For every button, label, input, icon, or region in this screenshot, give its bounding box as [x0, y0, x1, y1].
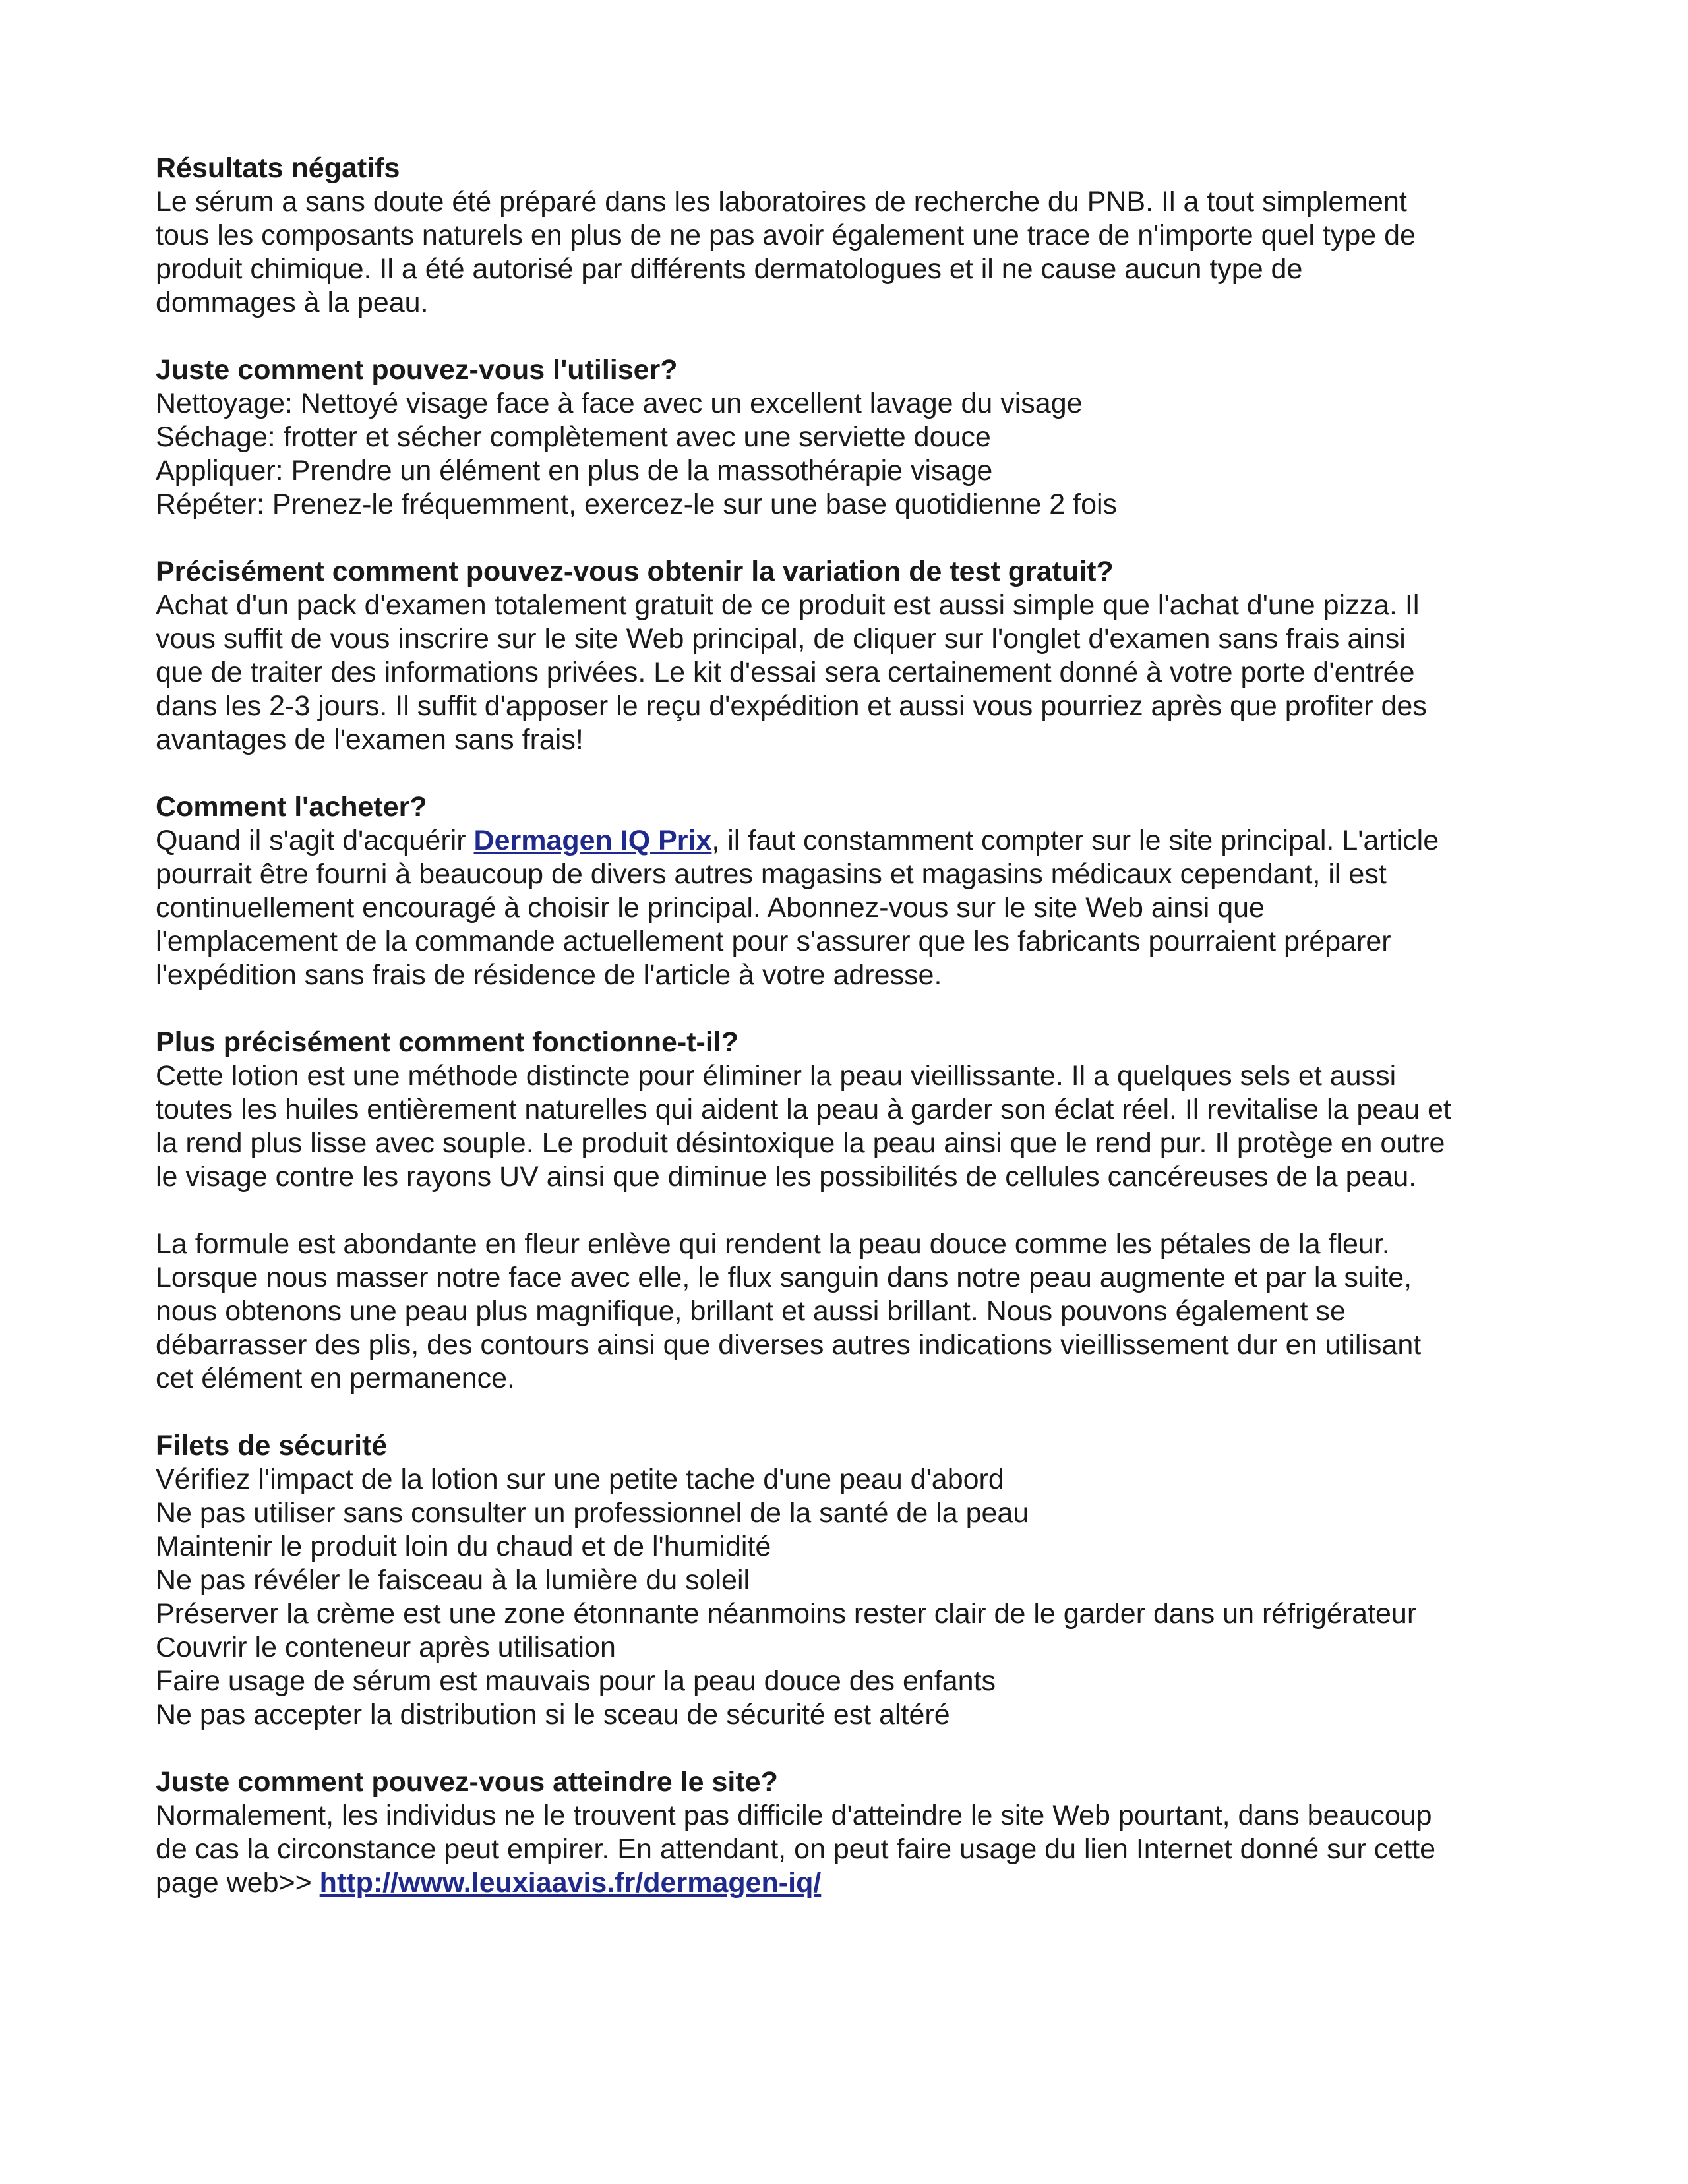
- site-url-link[interactable]: http://www.leuxiaavis.fr/dermagen-iq/: [319, 1867, 822, 1899]
- paragraph-line: de cas la circonstance peut empirer. En attendant, on peut faire usage du lien Internet donné sur cette: [156, 1833, 1436, 1865]
- section-utilisation: [156, 353, 1567, 521]
- paragraph-line: le visage contre les rayons UV ainsi que diminue les possibilités de cellules cancéreuses de la peau.: [156, 1161, 1417, 1193]
- paragraph-line-with-link: [156, 1866, 1567, 1900]
- section-fonctionnement: [156, 1026, 1567, 1194]
- list-item: Répéter: Prenez-le fréquemment, exercez-le sur une base quotidienne 2 fois: [156, 488, 1118, 520]
- list-item: Appliquer: Prendre un élément en plus de la massothérapie visage: [156, 455, 993, 487]
- paragraph-line: débarrasser des plis, des contours ainsi que diverses autres indications vieillissement dur en utilisant: [156, 1329, 1422, 1361]
- paragraph-line: la rend plus lisse avec souple. Le produit désintoxique la peau ainsi que le rend pur. Il protège en outre: [156, 1127, 1445, 1159]
- paragraph-line: pourrait être fourni à beaucoup de divers autres magasins et magasins médicaux cependant, il est: [156, 858, 1387, 890]
- list-item: Vérifiez l'impact de la lotion sur une petite tache d'une peau d'abord: [156, 1463, 1004, 1495]
- list-item: Séchage: frotter et sécher complètement avec une serviette douce: [156, 421, 991, 453]
- section-atteindre-site: [156, 1765, 1567, 1900]
- section-filets-securite: [156, 1429, 1567, 1732]
- list-item: Ne pas révéler le faisceau à la lumière du soleil: [156, 1564, 750, 1596]
- paragraph-line: cet élément en permanence.: [156, 1363, 515, 1394]
- list-item: Ne pas accepter la distribution si le sceau de sécurité est altéré: [156, 1699, 950, 1730]
- document-page: [156, 152, 1567, 1933]
- paragraph-line: Lorsque nous masser notre face avec elle, le flux sanguin dans notre peau augmente et par la suite,: [156, 1262, 1412, 1293]
- section-heading: Juste comment pouvez-vous l'utiliser?: [156, 354, 678, 386]
- section-formule: [156, 1227, 1567, 1396]
- list-item: Préserver la crème est une zone étonnante néanmoins rester clair de le garder dans un réfrigérateur: [156, 1598, 1417, 1630]
- paragraph-line-with-link: [156, 824, 1567, 858]
- section-heading: Plus précisément comment fonctionne-t-il?: [156, 1026, 738, 1058]
- text-before-link: page web>>: [156, 1867, 320, 1899]
- paragraph-line: vous suffit de vous inscrire sur le site Web principal, de cliquer sur l'onglet d'examen sans frais ainsi: [156, 623, 1406, 655]
- section-heading: Juste comment pouvez-vous atteindre le site?: [156, 1766, 778, 1798]
- paragraph-line: toutes les huiles entièrement naturelles qui aident la peau à garder son éclat réel. Il revitalise la peau et: [156, 1094, 1451, 1125]
- section-resultats-negatifs: [156, 152, 1567, 320]
- text-before-link: Quand il s'agit d'acquérir: [156, 825, 474, 856]
- text-after-link: , il faut constamment compter sur le site principal. L'article: [711, 825, 1439, 856]
- paragraph-line: produit chimique. Il a été autorisé par différents dermatologues et il ne cause aucun type de: [156, 253, 1303, 285]
- paragraph-line: l'expédition sans frais de résidence de l'article à votre adresse.: [156, 959, 942, 991]
- paragraph-line: Achat d'un pack d'examen totalement gratuit de ce produit est aussi simple que l'achat d'une pizza. Il: [156, 589, 1420, 621]
- section-heading: Filets de sécurité: [156, 1430, 388, 1461]
- paragraph-line: Le sérum a sans doute été préparé dans les laboratoires de recherche du PNB. Il a tout simplement: [156, 186, 1407, 218]
- paragraph-line: tous les composants naturels en plus de ne pas avoir également une trace de n'importe quel type de: [156, 220, 1416, 251]
- paragraph-line: continuellement encouragé à choisir le principal. Abonnez-vous sur le site Web ainsi que: [156, 892, 1265, 924]
- paragraph-line: l'emplacement de la commande actuellement pour s'assurer que les fabricants pourraient préparer: [156, 926, 1391, 957]
- dermagen-iq-prix-link[interactable]: Dermagen IQ Prix: [473, 825, 712, 856]
- list-item: Ne pas utiliser sans consulter un professionnel de la santé de la peau: [156, 1497, 1029, 1529]
- paragraph-line: dans les 2-3 jours. Il suffit d'apposer le reçu d'expédition et aussi vous pourriez après que profiter des: [156, 690, 1427, 722]
- list-item: Couvrir le conteneur après utilisation: [156, 1632, 616, 1663]
- paragraph-line: Cette lotion est une méthode distincte pour éliminer la peau vieillissante. Il a quelques sels et aussi: [156, 1060, 1397, 1092]
- section-acheter: [156, 790, 1567, 992]
- paragraph-line: nous obtenons une peau plus magnifique, brillant et aussi brillant. Nous pouvons également se: [156, 1295, 1346, 1327]
- list-item: Maintenir le produit loin du chaud et de l'humidité: [156, 1531, 771, 1562]
- paragraph-line: que de traiter des informations privées. Le kit d'essai sera certainement donné à votre porte d'entrée: [156, 657, 1415, 688]
- section-test-gratuit: [156, 555, 1567, 757]
- list-item: Nettoyage: Nettoyé visage face à face avec un excellent lavage du visage: [156, 388, 1083, 419]
- section-heading: Précisément comment pouvez-vous obtenir la variation de test gratuit?: [156, 556, 1114, 587]
- list-item: Faire usage de sérum est mauvais pour la peau douce des enfants: [156, 1665, 996, 1697]
- paragraph-line: avantages de l'examen sans frais!: [156, 724, 584, 755]
- paragraph-line: Normalement, les individus ne le trouvent pas difficile d'atteindre le site Web pourtant, dans beaucoup: [156, 1800, 1432, 1831]
- paragraph-line: La formule est abondante en fleur enlève qui rendent la peau douce comme les pétales de la fleur.: [156, 1228, 1390, 1260]
- section-heading: Comment l'acheter?: [156, 791, 427, 823]
- section-heading: Résultats négatifs: [156, 152, 400, 184]
- paragraph-line: dommages à la peau.: [156, 287, 429, 318]
